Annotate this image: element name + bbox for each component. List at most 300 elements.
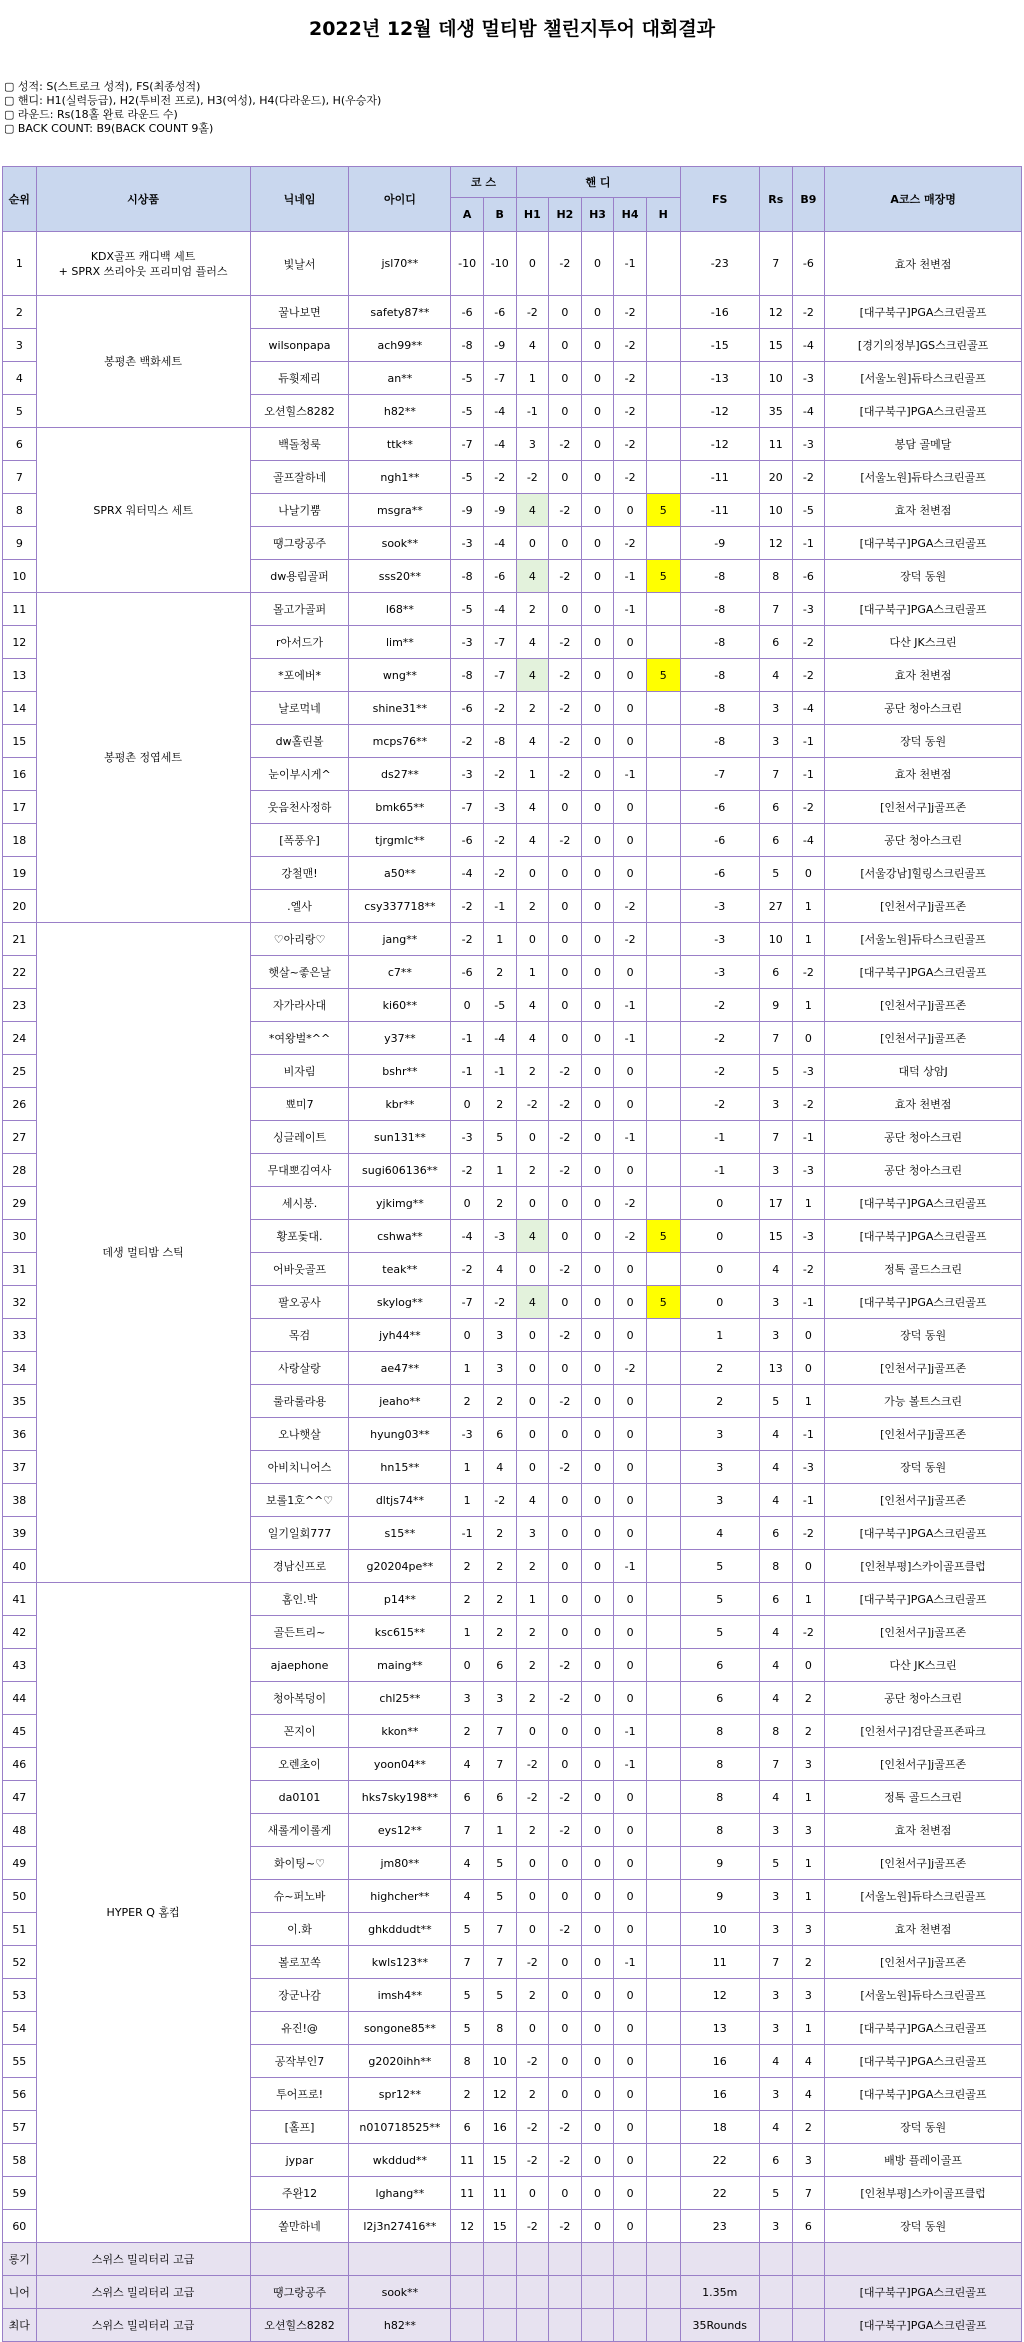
h-cell xyxy=(646,461,680,494)
h3-cell: 0 xyxy=(581,1088,614,1121)
nick-cell: 골든트리~ xyxy=(250,1616,349,1649)
store-cell: [인천서구]j골프존 xyxy=(825,890,1022,923)
h1-cell: 0 xyxy=(516,1847,549,1880)
id-cell: skylog** xyxy=(349,1286,451,1319)
fs-cell: -13 xyxy=(680,362,759,395)
a-cell: -3 xyxy=(451,1121,484,1154)
h2-cell: 0 xyxy=(549,923,582,956)
h4-cell: -2 xyxy=(614,296,647,329)
header-h: H xyxy=(646,198,680,232)
a-cell: 12 xyxy=(451,2210,484,2243)
special-prize-cell: 스위스 밀리터리 고급 xyxy=(36,2243,250,2276)
store-cell: 효자 천변점 xyxy=(825,1814,1022,1847)
b9-cell: -1 xyxy=(792,1418,825,1451)
h4-cell: -2 xyxy=(614,527,647,560)
legend xyxy=(4,80,381,136)
b9-cell: 2 xyxy=(792,1946,825,1979)
h3-cell: 0 xyxy=(581,232,614,296)
b-cell: 1 xyxy=(483,1154,516,1187)
id-cell: l2j3n27416** xyxy=(349,2210,451,2243)
h4-cell: -1 xyxy=(614,1715,647,1748)
rank-cell: 18 xyxy=(3,824,37,857)
rank-cell: 45 xyxy=(3,1715,37,1748)
h-cell xyxy=(646,2210,680,2243)
rs-cell: 7 xyxy=(759,1748,792,1781)
b9-cell: -4 xyxy=(792,692,825,725)
a-cell: 4 xyxy=(451,1880,484,1913)
nick-cell: wilsonpapa xyxy=(250,329,349,362)
fs-cell: -11 xyxy=(680,494,759,527)
h4-cell: 0 xyxy=(614,1385,647,1418)
h-cell xyxy=(646,1814,680,1847)
id-cell: sook** xyxy=(349,527,451,560)
b-cell: 3 xyxy=(483,1319,516,1352)
fs-cell: -8 xyxy=(680,692,759,725)
h3-cell: 0 xyxy=(581,1187,614,1220)
h-cell xyxy=(646,1484,680,1517)
b9-cell: -1 xyxy=(792,527,825,560)
h-cell xyxy=(646,1550,680,1583)
h1-cell: 2 xyxy=(516,1055,549,1088)
special-nick-cell xyxy=(250,2243,349,2276)
rs-cell: 4 xyxy=(759,1253,792,1286)
h4-cell: 0 xyxy=(614,857,647,890)
b-cell: 5 xyxy=(483,1880,516,1913)
id-cell: imsh4** xyxy=(349,1979,451,2012)
id-cell: mcps76** xyxy=(349,725,451,758)
h1-cell: 0 xyxy=(516,2177,549,2210)
h4-cell: 0 xyxy=(614,2144,647,2177)
h3-cell: 0 xyxy=(581,824,614,857)
id-cell: l68** xyxy=(349,593,451,626)
special-value-cell xyxy=(680,2243,759,2276)
nick-cell: 공작부인7 xyxy=(250,2045,349,2078)
b-cell: 5 xyxy=(483,1847,516,1880)
h1-cell: -2 xyxy=(516,1748,549,1781)
id-cell: dltjs74** xyxy=(349,1484,451,1517)
a-cell: 3 xyxy=(451,1682,484,1715)
h-cell xyxy=(646,329,680,362)
b9-cell: 1 xyxy=(792,1781,825,1814)
rank-cell: 29 xyxy=(3,1187,37,1220)
nick-cell: 백돌청룩 xyxy=(250,428,349,461)
b-cell: 7 xyxy=(483,1946,516,1979)
b9-cell: -4 xyxy=(792,329,825,362)
h4-cell: 0 xyxy=(614,2111,647,2144)
store-cell: [대구북구]PGA스크린골프 xyxy=(825,395,1022,428)
h2-cell: -2 xyxy=(549,232,582,296)
id-cell: g2020ihh** xyxy=(349,2045,451,2078)
fs-cell: -8 xyxy=(680,626,759,659)
h4-cell: -1 xyxy=(614,1022,647,1055)
fs-cell: 5 xyxy=(680,1550,759,1583)
empty-cell xyxy=(759,2276,792,2309)
rs-cell: 3 xyxy=(759,1979,792,2012)
h2-cell: 0 xyxy=(549,1220,582,1253)
b9-cell: -3 xyxy=(792,362,825,395)
h3-cell: 0 xyxy=(581,857,614,890)
h3-cell: 0 xyxy=(581,2078,614,2111)
b-cell: 6 xyxy=(483,1649,516,1682)
fs-cell: 0 xyxy=(680,1187,759,1220)
h1-cell: 0 xyxy=(516,1913,549,1946)
a-cell: 2 xyxy=(451,2078,484,2111)
b9-cell: -1 xyxy=(792,1121,825,1154)
header-b9: B9 xyxy=(792,167,825,232)
b9-cell: 0 xyxy=(792,1649,825,1682)
h4-cell: -1 xyxy=(614,593,647,626)
header-course: 코 스 xyxy=(451,167,516,198)
b-cell: -1 xyxy=(483,890,516,923)
id-cell: s15** xyxy=(349,1517,451,1550)
rs-cell: 7 xyxy=(759,1946,792,1979)
header-rs: Rs xyxy=(759,167,792,232)
id-cell: jeaho** xyxy=(349,1385,451,1418)
b9-cell: 1 xyxy=(792,1385,825,1418)
nick-cell: 화이팅~♡ xyxy=(250,1847,349,1880)
special-id-cell xyxy=(349,2243,451,2276)
nick-cell: 목검 xyxy=(250,1319,349,1352)
fs-cell: 16 xyxy=(680,2078,759,2111)
h3-cell: 0 xyxy=(581,1781,614,1814)
b-cell: 2 xyxy=(483,1616,516,1649)
h4-cell: -2 xyxy=(614,890,647,923)
rank-cell: 16 xyxy=(3,758,37,791)
h-cell xyxy=(646,428,680,461)
h1-cell: -2 xyxy=(516,296,549,329)
h2-cell: 0 xyxy=(549,1616,582,1649)
rank-cell: 59 xyxy=(3,2177,37,2210)
a-cell: -8 xyxy=(451,329,484,362)
rs-cell: 9 xyxy=(759,989,792,1022)
h4-cell: 0 xyxy=(614,1583,647,1616)
h1-cell: -2 xyxy=(516,2210,549,2243)
rs-cell: 3 xyxy=(759,1814,792,1847)
b-cell: -7 xyxy=(483,362,516,395)
a-cell: 4 xyxy=(451,1847,484,1880)
h2-cell: 0 xyxy=(549,2078,582,2111)
id-cell: ki60** xyxy=(349,989,451,1022)
rank-cell: 9 xyxy=(3,527,37,560)
rank-cell: 44 xyxy=(3,1682,37,1715)
empty-cell xyxy=(483,2243,516,2276)
rs-cell: 3 xyxy=(759,2078,792,2111)
header-prize: 시상품 xyxy=(36,167,250,232)
a-cell: -6 xyxy=(451,296,484,329)
h3-cell: 0 xyxy=(581,1385,614,1418)
a-cell: -1 xyxy=(451,1022,484,1055)
a-cell: -2 xyxy=(451,923,484,956)
nick-cell: 눈이부시게^ xyxy=(250,758,349,791)
h2-cell: -2 xyxy=(549,2210,582,2243)
h1-cell: 0 xyxy=(516,2012,549,2045)
header-id: 아이디 xyxy=(349,167,451,232)
rank-cell: 21 xyxy=(3,923,37,956)
nick-cell: 빛날서 xyxy=(250,232,349,296)
b9-cell: 0 xyxy=(792,1022,825,1055)
special-id-cell: h82** xyxy=(349,2309,451,2342)
rs-cell: 15 xyxy=(759,1220,792,1253)
fs-cell: 8 xyxy=(680,1781,759,1814)
b9-cell: -2 xyxy=(792,956,825,989)
h-cell xyxy=(646,1352,680,1385)
nick-cell: 오션힐스8282 xyxy=(250,395,349,428)
h3-cell: 0 xyxy=(581,1286,614,1319)
store-cell: 효자 천변점 xyxy=(825,659,1022,692)
rs-cell: 3 xyxy=(759,2210,792,2243)
b-cell: -2 xyxy=(483,692,516,725)
h2-cell: 0 xyxy=(549,296,582,329)
b-cell: 1 xyxy=(483,923,516,956)
rs-cell: 5 xyxy=(759,1055,792,1088)
h-cell xyxy=(646,1088,680,1121)
store-cell: [서울노원]듀타스크린골프 xyxy=(825,1979,1022,2012)
a-cell: 8 xyxy=(451,2045,484,2078)
h2-cell: 0 xyxy=(549,1022,582,1055)
h1-cell: 3 xyxy=(516,1517,549,1550)
b9-cell: 6 xyxy=(792,2210,825,2243)
a-cell: -8 xyxy=(451,560,484,593)
h2-cell: 0 xyxy=(549,2012,582,2045)
h3-cell: 0 xyxy=(581,461,614,494)
h3-cell: 0 xyxy=(581,923,614,956)
id-cell: teak** xyxy=(349,1253,451,1286)
h-cell xyxy=(646,1913,680,1946)
empty-cell xyxy=(614,2309,647,2342)
special-nick-cell: 오션힐스8282 xyxy=(250,2309,349,2342)
b-cell: 15 xyxy=(483,2210,516,2243)
h1-cell: -2 xyxy=(516,2045,549,2078)
b9-cell: 0 xyxy=(792,857,825,890)
h4-cell: 0 xyxy=(614,1319,647,1352)
b-cell: 7 xyxy=(483,1748,516,1781)
special-store-cell: [대구북구]PGA스크린골프 xyxy=(825,2309,1022,2342)
a-cell: 4 xyxy=(451,1748,484,1781)
empty-cell xyxy=(614,2276,647,2309)
h2-cell: 0 xyxy=(549,1517,582,1550)
store-cell: [대구북구]PGA스크린골프 xyxy=(825,527,1022,560)
a-cell: 7 xyxy=(451,1946,484,1979)
b-cell: 5 xyxy=(483,1121,516,1154)
a-cell: 0 xyxy=(451,1649,484,1682)
b-cell: -4 xyxy=(483,395,516,428)
empty-cell xyxy=(451,2309,484,2342)
b9-cell: -1 xyxy=(792,725,825,758)
h3-cell: 0 xyxy=(581,2210,614,2243)
h3-cell: 0 xyxy=(581,2012,614,2045)
fs-cell: -8 xyxy=(680,725,759,758)
store-cell: 공단 청아스크린 xyxy=(825,1682,1022,1715)
b-cell: -2 xyxy=(483,461,516,494)
fs-cell: -6 xyxy=(680,791,759,824)
nick-cell: 주완12 xyxy=(250,2177,349,2210)
rs-cell: 10 xyxy=(759,362,792,395)
a-cell: -3 xyxy=(451,1418,484,1451)
id-cell: jyh44** xyxy=(349,1319,451,1352)
b9-cell: 1 xyxy=(792,1187,825,1220)
h2-cell: -2 xyxy=(549,1253,582,1286)
h-cell xyxy=(646,1187,680,1220)
h1-cell: 1 xyxy=(516,362,549,395)
fs-cell: 6 xyxy=(680,1649,759,1682)
id-cell: kkon** xyxy=(349,1715,451,1748)
h1-cell: 0 xyxy=(516,1352,549,1385)
id-cell: ttk** xyxy=(349,428,451,461)
nick-cell: 사랑살랑 xyxy=(250,1352,349,1385)
a-cell: -6 xyxy=(451,956,484,989)
b-cell: 7 xyxy=(483,1715,516,1748)
empty-cell xyxy=(614,2243,647,2276)
nick-cell: 오나햇살 xyxy=(250,1418,349,1451)
h-cell xyxy=(646,923,680,956)
h1-cell: 3 xyxy=(516,428,549,461)
h4-cell: -2 xyxy=(614,395,647,428)
h2-cell: -2 xyxy=(549,824,582,857)
h2-cell: 0 xyxy=(549,791,582,824)
fs-cell: 16 xyxy=(680,2045,759,2078)
b-cell: 15 xyxy=(483,2144,516,2177)
store-cell: [인천서구]j골프존 xyxy=(825,1616,1022,1649)
store-cell: [대구북구]PGA스크린골프 xyxy=(825,1517,1022,1550)
fs-cell: -7 xyxy=(680,758,759,791)
b-cell: -5 xyxy=(483,989,516,1022)
legend-round: ▢ 라운드: Rs(18홀 완료 라운드 수) xyxy=(4,108,178,121)
store-cell: [대구북구]PGA스크린골프 xyxy=(825,593,1022,626)
h1-cell: 1 xyxy=(516,956,549,989)
rs-cell: 4 xyxy=(759,1682,792,1715)
h2-cell: 0 xyxy=(549,527,582,560)
h4-cell: 0 xyxy=(614,1682,647,1715)
nick-cell: da0101 xyxy=(250,1781,349,1814)
a-cell: -4 xyxy=(451,857,484,890)
b-cell: -2 xyxy=(483,824,516,857)
h1-cell: 2 xyxy=(516,2078,549,2111)
h1-cell: 4 xyxy=(516,725,549,758)
a-cell: 0 xyxy=(451,989,484,1022)
h1-cell: 2 xyxy=(516,1814,549,1847)
fs-cell: 9 xyxy=(680,1880,759,1913)
a-cell: -1 xyxy=(451,1517,484,1550)
h2-cell: 0 xyxy=(549,395,582,428)
h3-cell: 0 xyxy=(581,1880,614,1913)
rank-cell: 35 xyxy=(3,1385,37,1418)
b9-cell: -4 xyxy=(792,395,825,428)
store-cell: [인천서구]j골프존 xyxy=(825,791,1022,824)
b-cell: 6 xyxy=(483,1418,516,1451)
rs-cell: 15 xyxy=(759,329,792,362)
rank-cell: 31 xyxy=(3,1253,37,1286)
rs-cell: 7 xyxy=(759,593,792,626)
id-cell: ach99** xyxy=(349,329,451,362)
id-cell: h82** xyxy=(349,395,451,428)
b-cell: 10 xyxy=(483,2045,516,2078)
h3-cell: 0 xyxy=(581,1814,614,1847)
h1-cell: 0 xyxy=(516,1418,549,1451)
h-cell xyxy=(646,1847,680,1880)
store-cell: 공단 청아스크린 xyxy=(825,824,1022,857)
nick-cell: 강철맨! xyxy=(250,857,349,890)
rank-cell: 20 xyxy=(3,890,37,923)
store-cell: 효자 천변점 xyxy=(825,1913,1022,1946)
a-cell: 5 xyxy=(451,2012,484,2045)
h2-cell: 0 xyxy=(549,2045,582,2078)
nick-cell: 홈인.박 xyxy=(250,1583,349,1616)
rank-cell: 26 xyxy=(3,1088,37,1121)
b9-cell: 1 xyxy=(792,1880,825,1913)
h-cell xyxy=(646,2078,680,2111)
h1-cell: 0 xyxy=(516,1385,549,1418)
results-body xyxy=(3,232,1022,2342)
b-cell: 2 xyxy=(483,956,516,989)
h4-cell: 0 xyxy=(614,1814,647,1847)
empty-cell xyxy=(646,2309,680,2342)
fs-cell: -2 xyxy=(680,989,759,1022)
nick-cell: jypar xyxy=(250,2144,349,2177)
b-cell: 8 xyxy=(483,2012,516,2045)
h2-cell: -2 xyxy=(549,428,582,461)
rank-cell: 46 xyxy=(3,1748,37,1781)
store-cell: [인천부평]스카이골프클럽 xyxy=(825,2177,1022,2210)
a-cell: -7 xyxy=(451,1286,484,1319)
a-cell: -6 xyxy=(451,692,484,725)
h-cell: 5 xyxy=(646,659,680,692)
rs-cell: 6 xyxy=(759,791,792,824)
id-cell: y37** xyxy=(349,1022,451,1055)
rs-cell: 7 xyxy=(759,1121,792,1154)
h4-cell: 0 xyxy=(614,1418,647,1451)
id-cell: highcher** xyxy=(349,1880,451,1913)
h1-cell: -2 xyxy=(516,2144,549,2177)
h1-cell: 0 xyxy=(516,1451,549,1484)
b9-cell: -2 xyxy=(792,1253,825,1286)
rank-cell: 13 xyxy=(3,659,37,692)
rank-cell: 56 xyxy=(3,2078,37,2111)
empty-cell xyxy=(646,2243,680,2276)
rs-cell: 3 xyxy=(759,725,792,758)
h4-cell: 0 xyxy=(614,1847,647,1880)
h1-cell: 4 xyxy=(516,989,549,1022)
a-cell: 11 xyxy=(451,2144,484,2177)
b-cell: -4 xyxy=(483,527,516,560)
h4-cell: -1 xyxy=(614,1550,647,1583)
h1-cell: 2 xyxy=(516,1616,549,1649)
id-cell: sugi606136** xyxy=(349,1154,451,1187)
h1-cell: 4 xyxy=(516,791,549,824)
id-cell: cshwa** xyxy=(349,1220,451,1253)
h1-cell: 2 xyxy=(516,890,549,923)
h4-cell: 0 xyxy=(614,1286,647,1319)
h-cell xyxy=(646,1121,680,1154)
a-cell: -5 xyxy=(451,362,484,395)
rank-cell: 3 xyxy=(3,329,37,362)
h3-cell: 0 xyxy=(581,329,614,362)
a-cell: -10 xyxy=(451,232,484,296)
h1-cell: 4 xyxy=(516,1286,549,1319)
nick-cell: 비자림 xyxy=(250,1055,349,1088)
h-cell xyxy=(646,1616,680,1649)
rank-cell: 50 xyxy=(3,1880,37,1913)
store-cell: [대구북구]PGA스크린골프 xyxy=(825,1286,1022,1319)
id-cell: g20204pe** xyxy=(349,1550,451,1583)
h3-cell: 0 xyxy=(581,527,614,560)
h-cell xyxy=(646,1583,680,1616)
h3-cell: 0 xyxy=(581,791,614,824)
special-rank-cell: 니어 xyxy=(3,2276,37,2309)
fs-cell: -2 xyxy=(680,1022,759,1055)
h-cell: 5 xyxy=(646,1286,680,1319)
header-nick: 닉네임 xyxy=(250,167,349,232)
h1-cell: -2 xyxy=(516,1088,549,1121)
